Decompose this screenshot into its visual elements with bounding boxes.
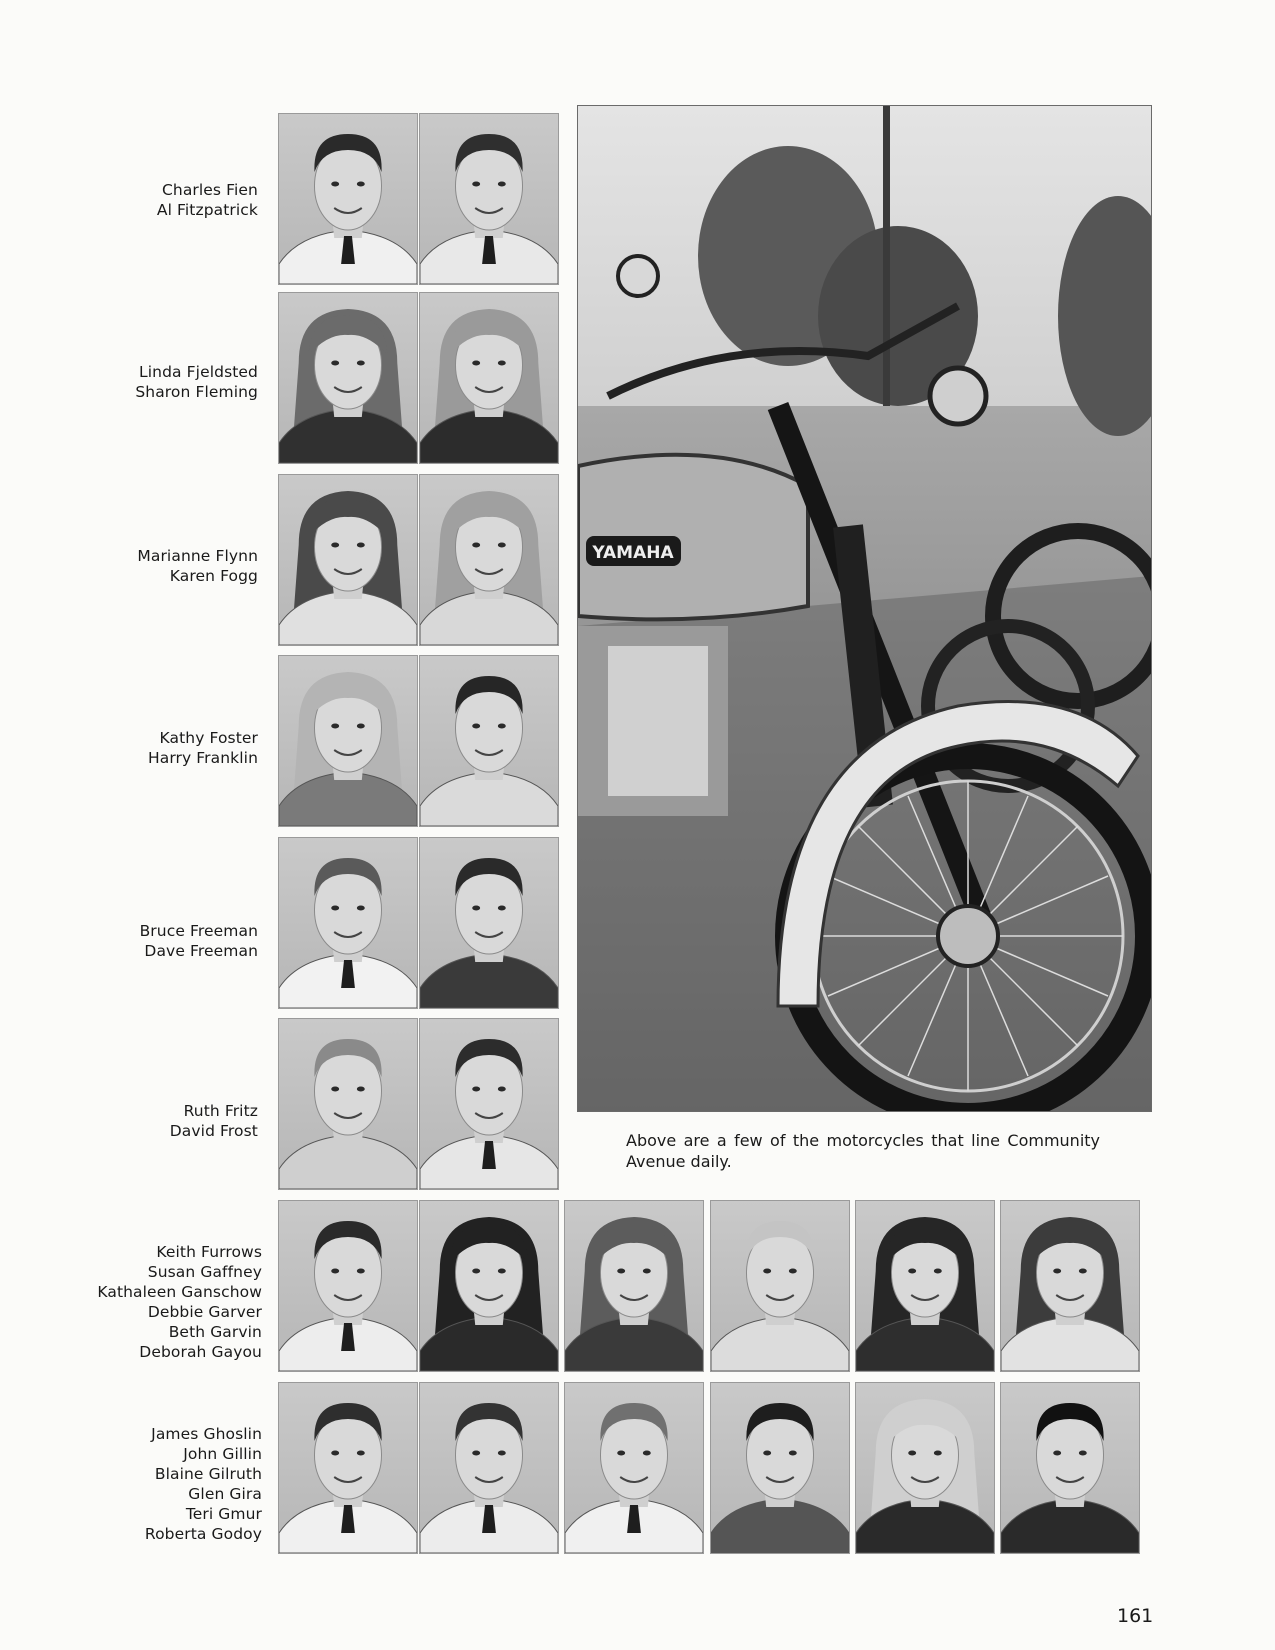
student-portrait — [564, 1382, 704, 1554]
names-row-5 — [100, 921, 258, 961]
student-portrait — [278, 1382, 418, 1554]
student-portrait — [419, 1018, 559, 1190]
student-name: Charles Fien — [161, 181, 258, 199]
student-name: Glen Gira — [188, 1485, 262, 1503]
student-portrait — [419, 837, 559, 1009]
student-name: Sharon Fleming — [135, 383, 258, 401]
photo-caption: Above are a few of the motorcycles that line Community Avenue daily. — [626, 1131, 1100, 1171]
student-name: John Gillin — [183, 1445, 262, 1463]
student-portrait — [278, 474, 418, 646]
student-portrait — [419, 1200, 559, 1372]
student-name: Susan Gaffney — [147, 1263, 262, 1281]
student-name: Debbie Garver — [147, 1303, 262, 1321]
names-row-3 — [100, 546, 258, 586]
student-name: Dave Freeman — [144, 942, 258, 960]
student-portrait — [278, 655, 418, 827]
page-number: 161 — [1117, 1605, 1154, 1627]
names-row-4 — [100, 728, 258, 768]
student-portrait — [710, 1382, 850, 1554]
student-name: Linda Fjeldsted — [139, 363, 258, 381]
student-portrait — [419, 292, 559, 464]
student-portrait — [855, 1200, 995, 1372]
student-name: Al Fitzpatrick — [156, 201, 258, 219]
student-portrait — [1000, 1382, 1140, 1554]
student-portrait — [564, 1200, 704, 1372]
student-name: Kathaleen Ganschow — [97, 1283, 262, 1301]
student-portrait — [278, 292, 418, 464]
student-portrait — [278, 1018, 418, 1190]
student-name: David Frost — [169, 1122, 258, 1140]
student-portrait — [855, 1382, 995, 1554]
student-name: Beth Garvin — [168, 1323, 262, 1341]
names-row-8 — [60, 1424, 262, 1544]
student-portrait — [1000, 1200, 1140, 1372]
names-row-6 — [100, 1101, 258, 1141]
student-portrait — [419, 474, 559, 646]
student-name: Ruth Fritz — [183, 1102, 258, 1120]
student-portrait — [419, 113, 559, 285]
motorcycle-illustration — [578, 106, 1151, 1111]
student-name: Marianne Flynn — [137, 547, 258, 565]
student-name: Deborah Gayou — [139, 1343, 262, 1361]
student-portrait — [710, 1200, 850, 1372]
motorcycle-photo — [577, 105, 1152, 1112]
student-portrait — [278, 1200, 418, 1372]
yamaha-badge: YAMAHA — [592, 543, 674, 563]
student-portrait — [278, 837, 418, 1009]
names-row-2 — [100, 362, 258, 402]
student-portrait — [419, 1382, 559, 1554]
student-name: Roberta Godoy — [144, 1525, 262, 1543]
student-name: Harry Franklin — [147, 749, 258, 767]
student-name: Blaine Gilruth — [154, 1465, 262, 1483]
student-name: Kathy Foster — [159, 729, 258, 747]
student-name: Keith Furrows — [156, 1243, 262, 1261]
names-row-7 — [60, 1242, 262, 1362]
student-name: James Ghoslin — [151, 1425, 262, 1443]
student-portrait — [278, 113, 418, 285]
student-name: Teri Gmur — [185, 1505, 262, 1523]
student-name: Karen Fogg — [169, 567, 258, 585]
names-row-1 — [100, 180, 258, 220]
student-name: Bruce Freeman — [139, 922, 258, 940]
student-portrait — [419, 655, 559, 827]
